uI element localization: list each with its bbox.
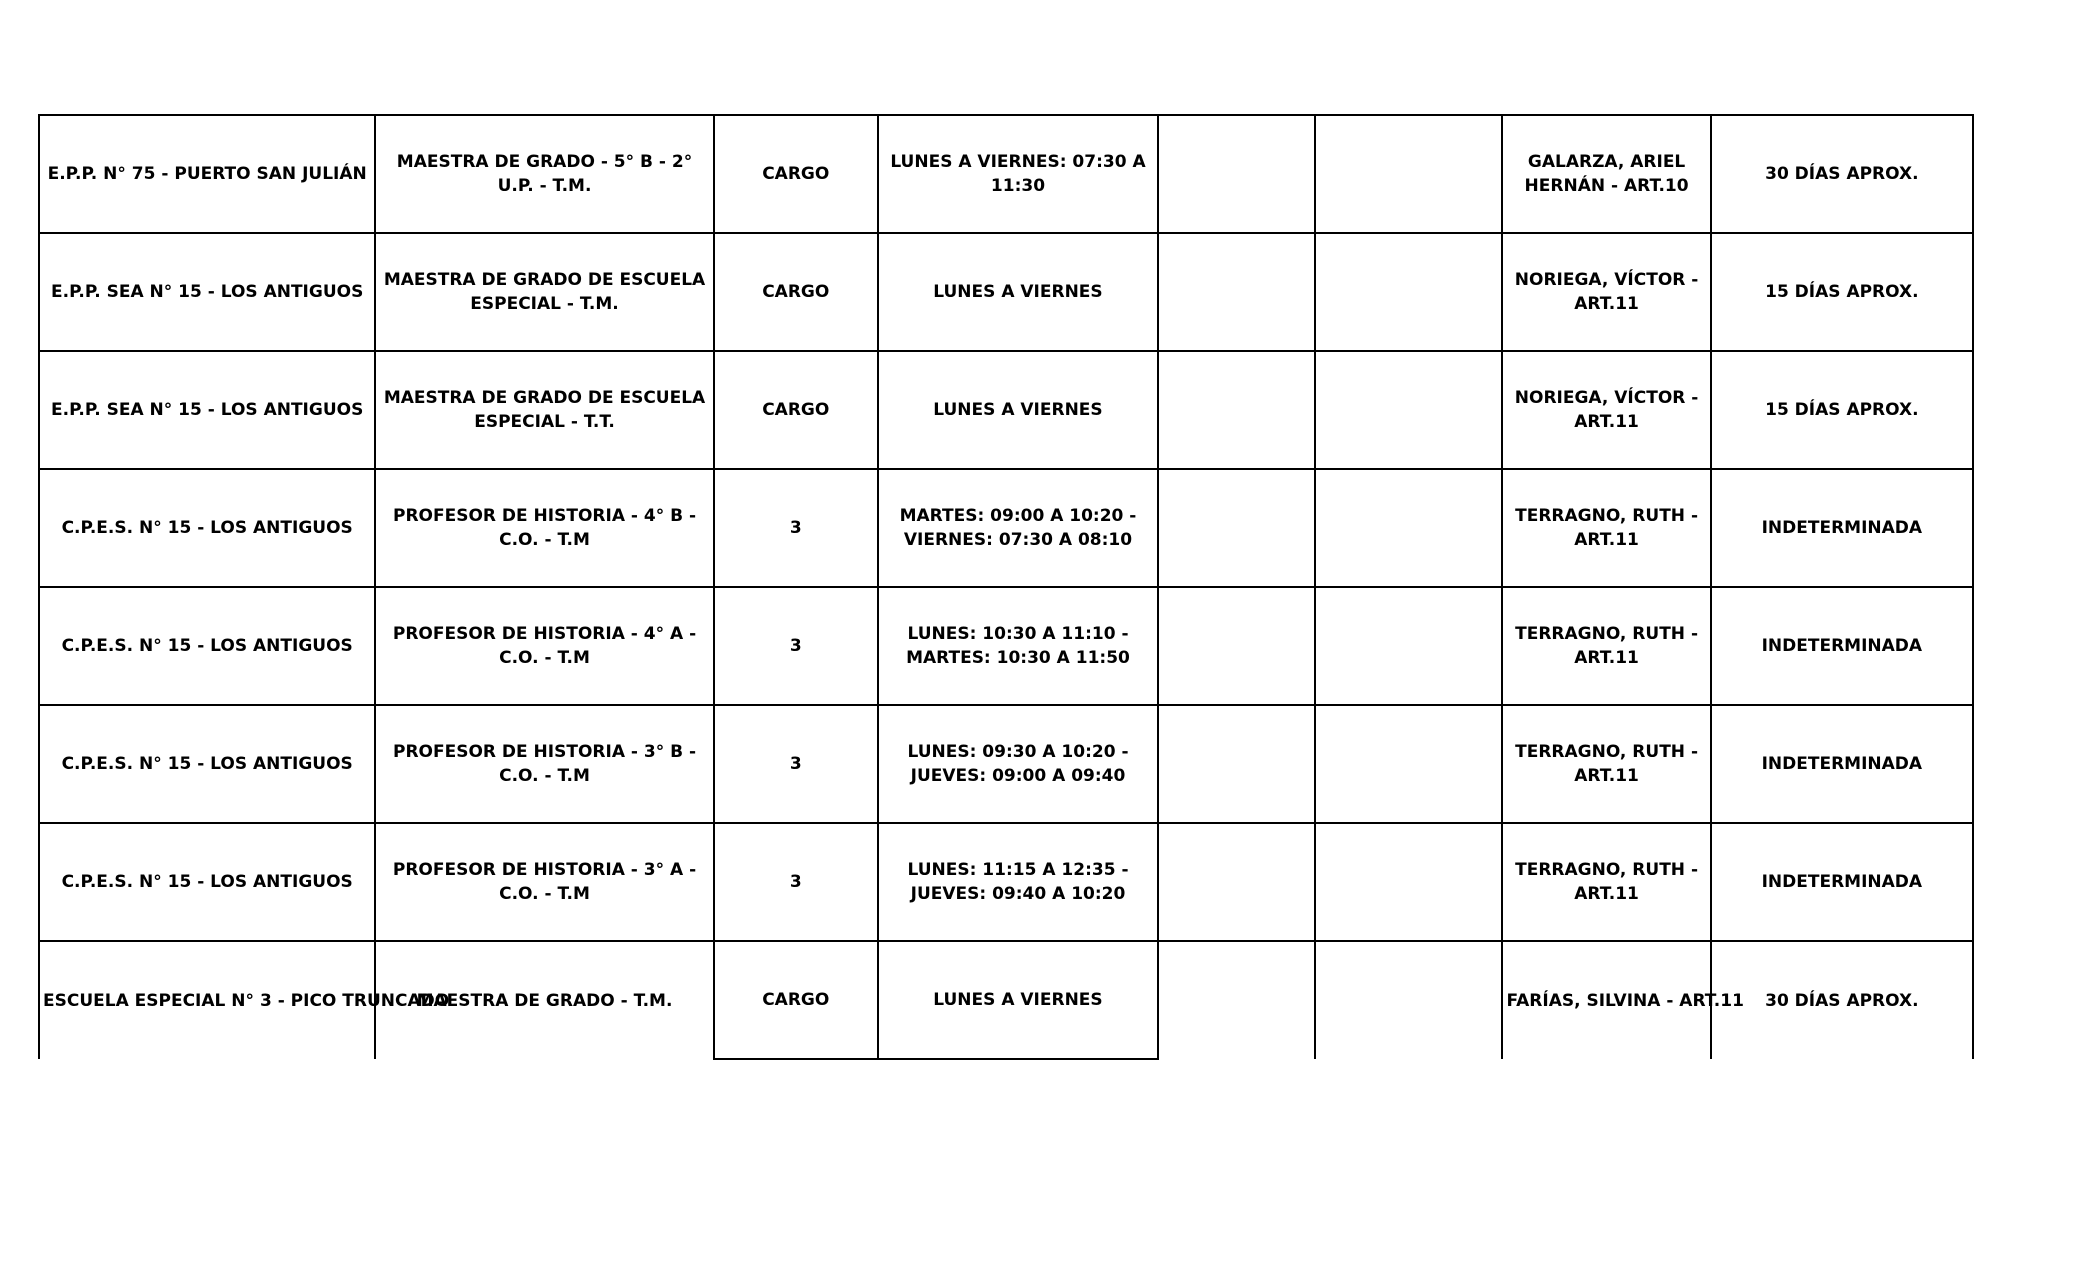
position-cell: PROFESOR DE HISTORIA - 4° B - C.O. - T.M	[375, 469, 713, 587]
empty-cell	[1158, 351, 1315, 469]
position-cell: MAESTRA DE GRADO DE ESCUELA ESPECIAL - T.M.	[375, 233, 713, 351]
holder-cell: NORIEGA, VÍCTOR - ART.11	[1502, 351, 1710, 469]
schedule-cell: LUNES A VIERNES	[878, 233, 1158, 351]
holder-cell: TERRAGNO, RUTH - ART.11	[1502, 469, 1710, 587]
table-row	[39, 823, 1973, 941]
duration-cell: INDETERMINADA	[1711, 587, 1973, 705]
type-cell: CARGO	[714, 351, 878, 469]
empty-cell	[1315, 351, 1502, 469]
empty-cell	[1158, 115, 1315, 233]
vacancies-table	[38, 114, 1974, 1060]
duration-cell: INDETERMINADA	[1711, 705, 1973, 823]
table-row	[39, 469, 1973, 587]
empty-cell	[1158, 941, 1315, 1059]
table-row	[39, 705, 1973, 823]
position-cell: MAESTRA DE GRADO DE ESCUELA ESPECIAL - T.T.	[375, 351, 713, 469]
position-cell: PROFESOR DE HISTORIA - 3° A - C.O. - T.M	[375, 823, 713, 941]
position-cell: PROFESOR DE HISTORIA - 3° B - C.O. - T.M	[375, 705, 713, 823]
type-cell: CARGO	[714, 115, 878, 233]
holder-cell: FARÍAS, SILVINA - ART.11	[1502, 941, 1710, 1059]
empty-cell	[1315, 115, 1502, 233]
type-cell: CARGO	[714, 941, 878, 1059]
school-cell: C.P.E.S. N° 15 - LOS ANTIGUOS	[39, 823, 375, 941]
schedule-cell: LUNES: 11:15 A 12:35 - JUEVES: 09:40 A 10:20	[878, 823, 1158, 941]
empty-cell	[1315, 823, 1502, 941]
empty-cell	[1158, 587, 1315, 705]
holder-cell: TERRAGNO, RUTH - ART.11	[1502, 705, 1710, 823]
duration-cell: INDETERMINADA	[1711, 469, 1973, 587]
schedule-cell: LUNES A VIERNES: 07:30 A 11:30	[878, 115, 1158, 233]
schedule-cell: LUNES: 09:30 A 10:20 - JUEVES: 09:00 A 09:40	[878, 705, 1158, 823]
school-cell: C.P.E.S. N° 15 - LOS ANTIGUOS	[39, 469, 375, 587]
duration-cell: 30 DÍAS APROX.	[1711, 941, 1973, 1059]
empty-cell	[1158, 469, 1315, 587]
duration-cell: 15 DÍAS APROX.	[1711, 351, 1973, 469]
table-row	[39, 587, 1973, 705]
schedule-cell: LUNES A VIERNES	[878, 941, 1158, 1059]
holder-cell: TERRAGNO, RUTH - ART.11	[1502, 587, 1710, 705]
school-cell: C.P.E.S. N° 15 - LOS ANTIGUOS	[39, 587, 375, 705]
empty-cell	[1158, 233, 1315, 351]
holder-cell: TERRAGNO, RUTH - ART.11	[1502, 823, 1710, 941]
empty-cell	[1315, 705, 1502, 823]
duration-cell: INDETERMINADA	[1711, 823, 1973, 941]
school-cell: ESCUELA ESPECIAL N° 3 - PICO TRUNCADO	[39, 941, 375, 1059]
empty-cell	[1158, 705, 1315, 823]
school-cell: C.P.E.S. N° 15 - LOS ANTIGUOS	[39, 705, 375, 823]
schedule-cell: MARTES: 09:00 A 10:20 - VIERNES: 07:30 A 08:10	[878, 469, 1158, 587]
duration-cell: 15 DÍAS APROX.	[1711, 233, 1973, 351]
position-cell: MAESTRA DE GRADO - T.M.	[375, 941, 713, 1059]
table-row	[39, 351, 1973, 469]
type-cell: 3	[714, 587, 878, 705]
empty-cell	[1315, 587, 1502, 705]
empty-cell	[1315, 469, 1502, 587]
school-cell: E.P.P. SEA N° 15 - LOS ANTIGUOS	[39, 351, 375, 469]
table-row	[39, 115, 1973, 233]
empty-cell	[1158, 823, 1315, 941]
holder-cell: NORIEGA, VÍCTOR - ART.11	[1502, 233, 1710, 351]
type-cell: 3	[714, 705, 878, 823]
position-cell: PROFESOR DE HISTORIA - 4° A - C.O. - T.M	[375, 587, 713, 705]
empty-cell	[1315, 941, 1502, 1059]
school-cell: E.P.P. SEA N° 15 - LOS ANTIGUOS	[39, 233, 375, 351]
empty-cell	[1315, 233, 1502, 351]
table-row	[39, 941, 1973, 1059]
table-row	[39, 233, 1973, 351]
holder-cell: GALARZA, ARIEL HERNÁN - ART.10	[1502, 115, 1710, 233]
type-cell: 3	[714, 469, 878, 587]
duration-cell: 30 DÍAS APROX.	[1711, 115, 1973, 233]
schedule-cell: LUNES: 10:30 A 11:10 - MARTES: 10:30 A 11:50	[878, 587, 1158, 705]
type-cell: CARGO	[714, 233, 878, 351]
type-cell: 3	[714, 823, 878, 941]
school-cell: E.P.P. N° 75 - PUERTO SAN JULIÁN	[39, 115, 375, 233]
position-cell: MAESTRA DE GRADO - 5° B - 2° U.P. - T.M.	[375, 115, 713, 233]
schedule-cell: LUNES A VIERNES	[878, 351, 1158, 469]
